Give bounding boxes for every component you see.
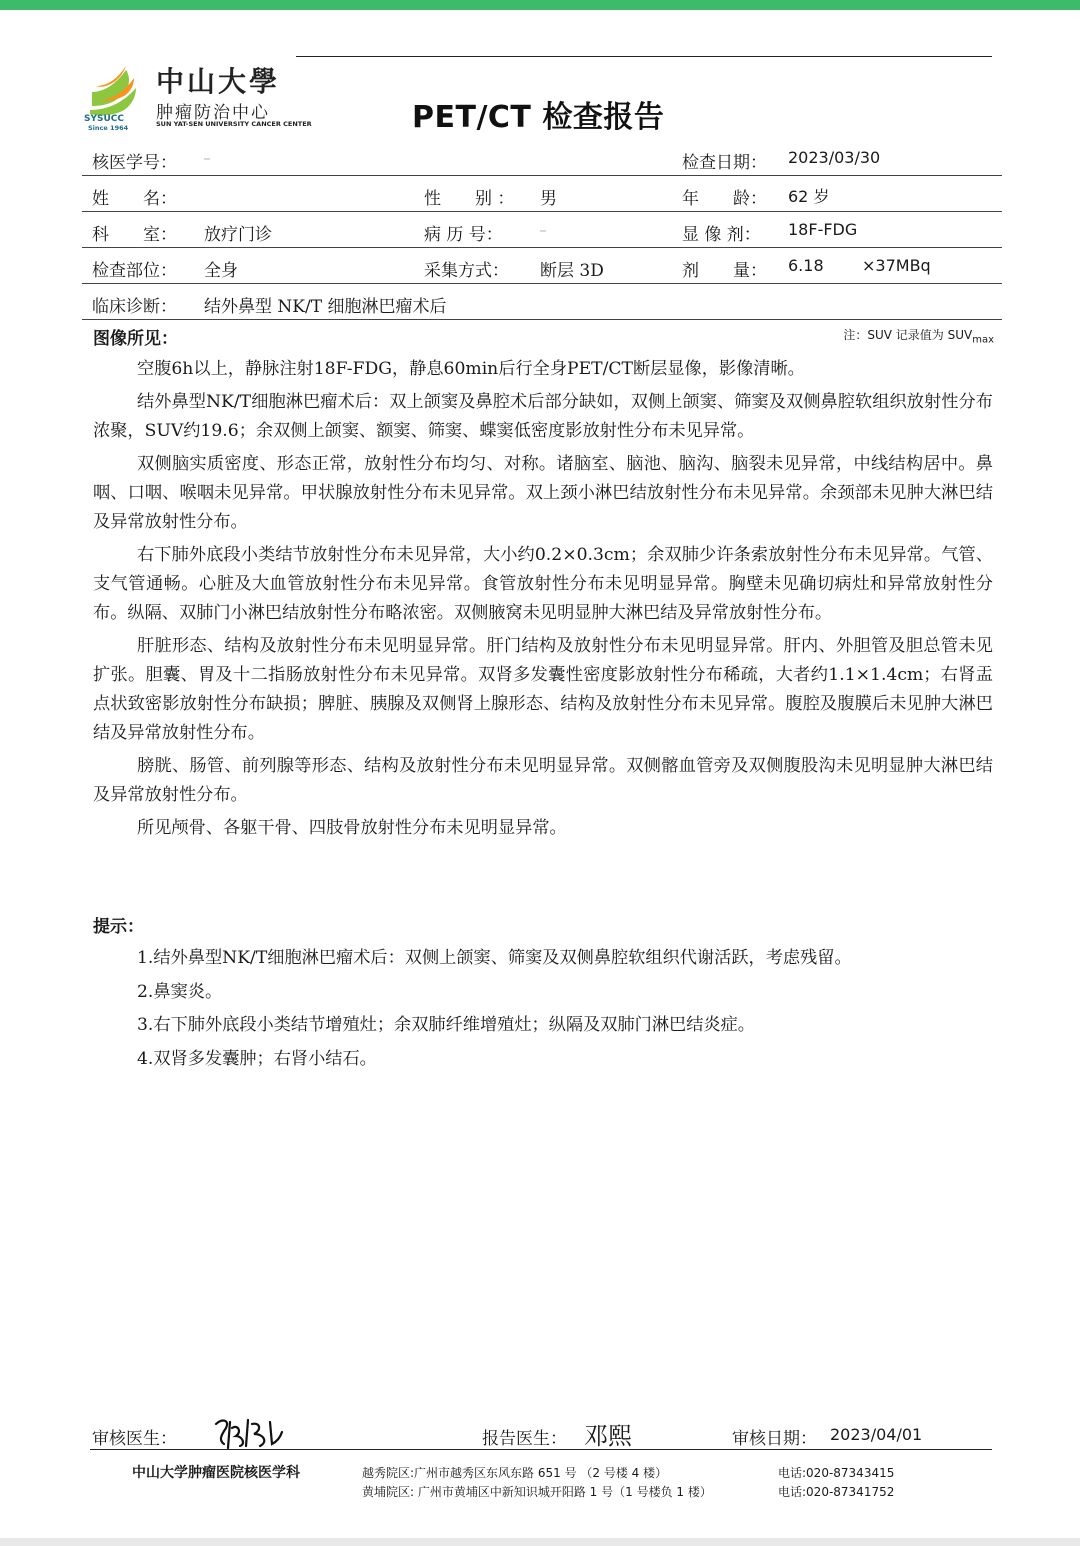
conclusion-item: 4.双肾多发囊肿；右肾小结石。 xyxy=(137,1048,377,1069)
dose-label: 剂 量： xyxy=(682,261,767,281)
reviewer-signature-image xyxy=(212,1414,286,1450)
reporter-name: 邓熙 xyxy=(584,1422,632,1450)
tracer-value: 18F-FDG xyxy=(788,220,858,239)
findings-paragraph: 空腹6h以上，静脉注射18F-FDG，静息60min后行全身PET/CT断层显像，影像清晰。 xyxy=(137,359,805,379)
suv-note xyxy=(843,326,994,345)
dept-label: 科 室： xyxy=(92,225,177,245)
record-label: 病 历 号： xyxy=(424,225,503,245)
info-row-2 xyxy=(82,176,1002,212)
findings-paragraph: 双侧脑实质密度、形态正常，放射性分布均匀、对称。诸脑室、脑池、脑沟、脑裂未见异常，中线结构居中。鼻咽、口咽、喉咽未见异常。甲状腺放射性分布未见异常。双上颈小淋巴结放射性分布未见异常。余颈部未见肿大淋巴结及异常放射性分布。 xyxy=(93,454,993,532)
header-rule xyxy=(296,56,992,57)
footer-phone-2: 电话:020-87341752 xyxy=(778,1485,895,1499)
record-value xyxy=(540,220,546,240)
footer-campus-1: 越秀院区:广州市越秀区东风东路 651 号 （2 号楼 4 楼） xyxy=(362,1466,668,1480)
findings-paragraph: 肝脏形态、结构及放射性分布未见明显异常。肝门结构及放射性分布未见明显异常。肝内、外胆管及胆总管未见扩张。胆囊、胃及十二指肠放射性分布未见异常。双肾多发囊性密度影放射性分布稀疏，大者约1.1×1.4cm；右肾盂点状致密影放射性分布缺损；脾脏、胰腺及双侧肾上腺形态、结构及放射性分布未见异常。腹腔及腹膜后未见肿大淋巴结及异常放射性分布。 xyxy=(93,636,993,743)
logo-university-name: 中山大學 xyxy=(156,65,281,98)
suv-note-text: 注：SUV 记录值为 SUV xyxy=(843,328,973,342)
logo-center-name: 肿瘤防治中心 xyxy=(156,103,270,123)
nuclear-id-label: 核医学号： xyxy=(92,153,177,173)
sex-label: 性 别 ： xyxy=(424,189,515,209)
info-row-3 xyxy=(82,212,1002,248)
dose-value: 6.18 xyxy=(788,256,824,275)
findings-paragraph: 右下肺外底段小类结节放射性分布未见异常，大小约0.2×0.3cm；余双肺少许条索放射性分布未见异常。气管、支气管通畅。心脏及大血管放射性分布未见异常。食管放射性分布未见明显异常。胸壁未见确切病灶和异常放射性分布。纵隔、双肺门小淋巴结放射性分布略浓密。双侧腋窝未见明显肿大淋巴结及异常放射性分布。 xyxy=(93,545,993,623)
top-accent-bar xyxy=(0,0,1080,10)
bottom-bar xyxy=(0,1538,1080,1546)
patient-info-table xyxy=(82,140,1002,320)
review-date-label: 审核日期： xyxy=(732,1429,817,1449)
logo-center-name-en: SUN YAT-SEN UNIVERSITY CANCER CENTER xyxy=(156,120,312,128)
age-label: 年 龄： xyxy=(682,189,767,209)
findings-body xyxy=(93,355,993,847)
sex-value: 男 xyxy=(540,189,557,209)
info-row-4 xyxy=(82,248,1002,284)
suv-note-subscript: max xyxy=(972,334,994,346)
info-row-5 xyxy=(82,284,1002,320)
sysucc-logo xyxy=(84,60,312,132)
tracer-label: 显 像 剂： xyxy=(682,225,761,245)
exam-date-label: 检查日期： xyxy=(682,153,767,173)
age-value: 62 岁 xyxy=(788,187,830,206)
mode-label: 采集方式： xyxy=(424,261,509,281)
dept-value: 放疗门诊 xyxy=(204,225,272,245)
diagnosis-label: 临床诊断： xyxy=(92,297,177,317)
reviewer-label: 审核医生： xyxy=(92,1429,177,1449)
conclusion-item: 2.鼻窦炎。 xyxy=(137,981,223,1002)
logo-abbreviation: SYSUCC xyxy=(84,114,124,124)
site-value: 全身 xyxy=(204,261,238,281)
nuclear-id-value xyxy=(204,148,210,168)
conclusion-item: 3.右下肺外底段小类结节增殖灶；余双肺纤维增殖灶；纵隔及双肺门淋巴结炎症。 xyxy=(137,1015,755,1035)
findings-heading: 图像所见： xyxy=(93,329,178,349)
footer-organization: 中山大学肿瘤医院核医学科 xyxy=(132,1465,300,1481)
diagnosis-value: 结外鼻型 NK/T 细胞淋巴瘤术后 xyxy=(204,297,447,317)
reporter-label: 报告医生： xyxy=(482,1429,567,1449)
conclusion-heading: 提示： xyxy=(93,917,144,937)
findings-paragraph: 结外鼻型NK/T细胞淋巴瘤术后：双上颌窦及鼻腔术后部分缺如，双侧上颌窦、筛窦及双侧鼻腔软组织放射性分布浓聚，SUV约19.6；余双侧上颌窦、额窦、筛窦、蝶窦低密度影放射性分布未见异常。 xyxy=(93,392,993,441)
dose-unit: ×37MBq xyxy=(862,256,931,275)
footer-campus-2: 黄埔院区: 广州市黄埔区中新知识城开阳路 1 号（1 号楼负 1 楼） xyxy=(362,1485,712,1499)
name-label: 姓 名： xyxy=(92,189,177,209)
conclusion-list xyxy=(137,944,997,1078)
findings-paragraph: 所见颅骨、各躯干骨、四肢骨放射性分布未见明显异常。 xyxy=(137,818,567,838)
findings-paragraph: 膀胱、肠管、前列腺等形态、结构及放射性分布未见明显异常。双侧髂血管旁及双侧腹股沟未见明显肿大淋巴结及异常放射性分布。 xyxy=(93,756,993,805)
report-title: PET/CT 检查报告 xyxy=(412,100,665,135)
site-label: 检查部位： xyxy=(92,261,177,281)
footer-phone-1: 电话:020-87343415 xyxy=(778,1466,895,1480)
mode-value: 断层 3D xyxy=(540,261,604,281)
footer-rule xyxy=(90,1449,992,1450)
logo-since: Since 1964 xyxy=(88,124,129,132)
review-date-value: 2023/04/01 xyxy=(830,1425,923,1444)
exam-date-value: 2023/03/30 xyxy=(788,148,881,167)
info-row-1 xyxy=(82,140,1002,176)
conclusion-item: 1.结外鼻型NK/T细胞淋巴瘤术后：双侧上颌窦、筛窦及双侧鼻腔软组织代谢活跃，考虑残留。 xyxy=(137,948,852,968)
